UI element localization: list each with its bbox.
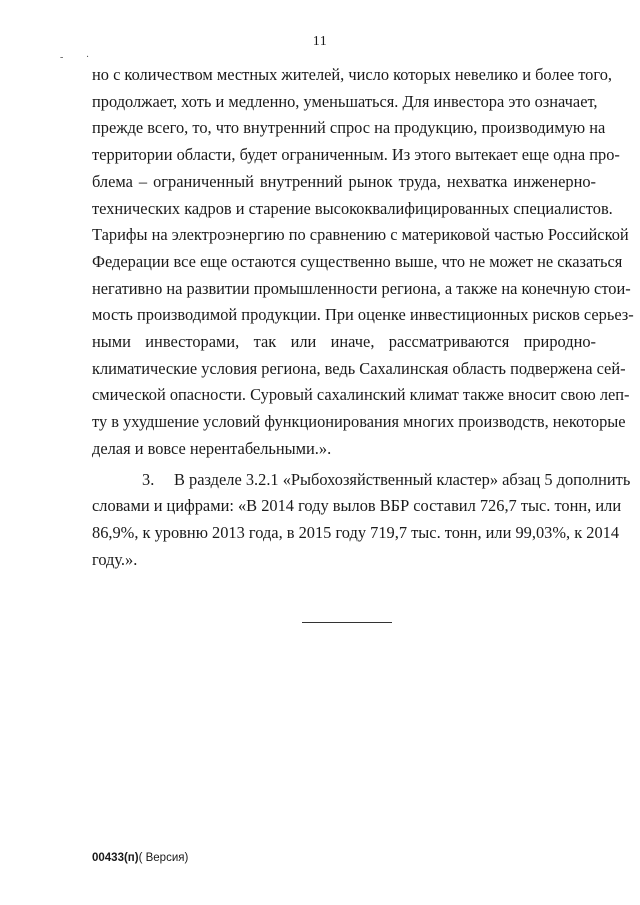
paragraph-item-3 [92, 467, 631, 574]
text-line: словами и цифрами: «В 2014 году вылов ВБР составил 726,7 тыс. тонн, или [92, 496, 622, 516]
text-line: мость производимой продукции. При оценке инвестиционных рисков серьез- [92, 305, 634, 325]
item-number: 3. [142, 469, 155, 489]
text-line: но с количеством местных жителей, число которых невелико и более того, [92, 65, 612, 84]
item-first-line-text: В разделе 3.2.1 «Рыбохозяйственный кластер» абзац 5 дополнить [174, 469, 631, 489]
text-line: климатические условия региона, ведь Сахалинская область подвержена сей- [92, 358, 626, 378]
text-line: смической опасности. Суровый сахалинский климат также вносит свою леп- [92, 385, 630, 405]
text-line: ными инвесторами, так или иначе, рассматриваются природно- [92, 332, 596, 352]
text-line: блема – ограниченный внутренний рынок труда, нехватка инженерно- [92, 171, 596, 191]
page-number: 11 [312, 34, 328, 49]
text-line: территории области, будет ограниченным. Из этого вытекает еще одна про- [92, 145, 620, 165]
document-version: ( Версия) [138, 852, 189, 864]
text-line: Тарифы на электроэнергию по сравнению с материковой частью Российской [92, 225, 629, 245]
document-body [92, 62, 634, 573]
text-line: Федерации все еще остаются существенно выше, что не может не сказаться [92, 251, 623, 271]
closing-divider [302, 622, 392, 623]
document-code-number: 00433(п) [92, 852, 139, 864]
document-code [92, 852, 188, 864]
text-line: году.». [92, 549, 138, 569]
text-line: продолжает, хоть и медленно, уменьшаться. Для инвестора это означает, [92, 91, 598, 111]
text-line: 86,9%, к уровню 2013 года, в 2015 году 719,7 тыс. тонн, или 99,03%, к 2014 [92, 522, 620, 542]
text-line: ту в ухудшение условий функционирования многих производств, некоторые [92, 412, 626, 432]
scan-mark: - · [60, 52, 100, 63]
text-line: технических кадров и старение высококвалифицированных специалистов. [92, 198, 613, 218]
paragraph-continuation [92, 62, 634, 463]
text-line: прежде всего, то, что внутренний спрос на продукцию, производимую на [92, 118, 606, 138]
item-first-line [92, 467, 631, 494]
text-line: негативно на развитии промышленности региона, а также на конечную стои- [92, 278, 631, 298]
text-line: делая и вовсе нерентабельными.». [92, 438, 332, 458]
